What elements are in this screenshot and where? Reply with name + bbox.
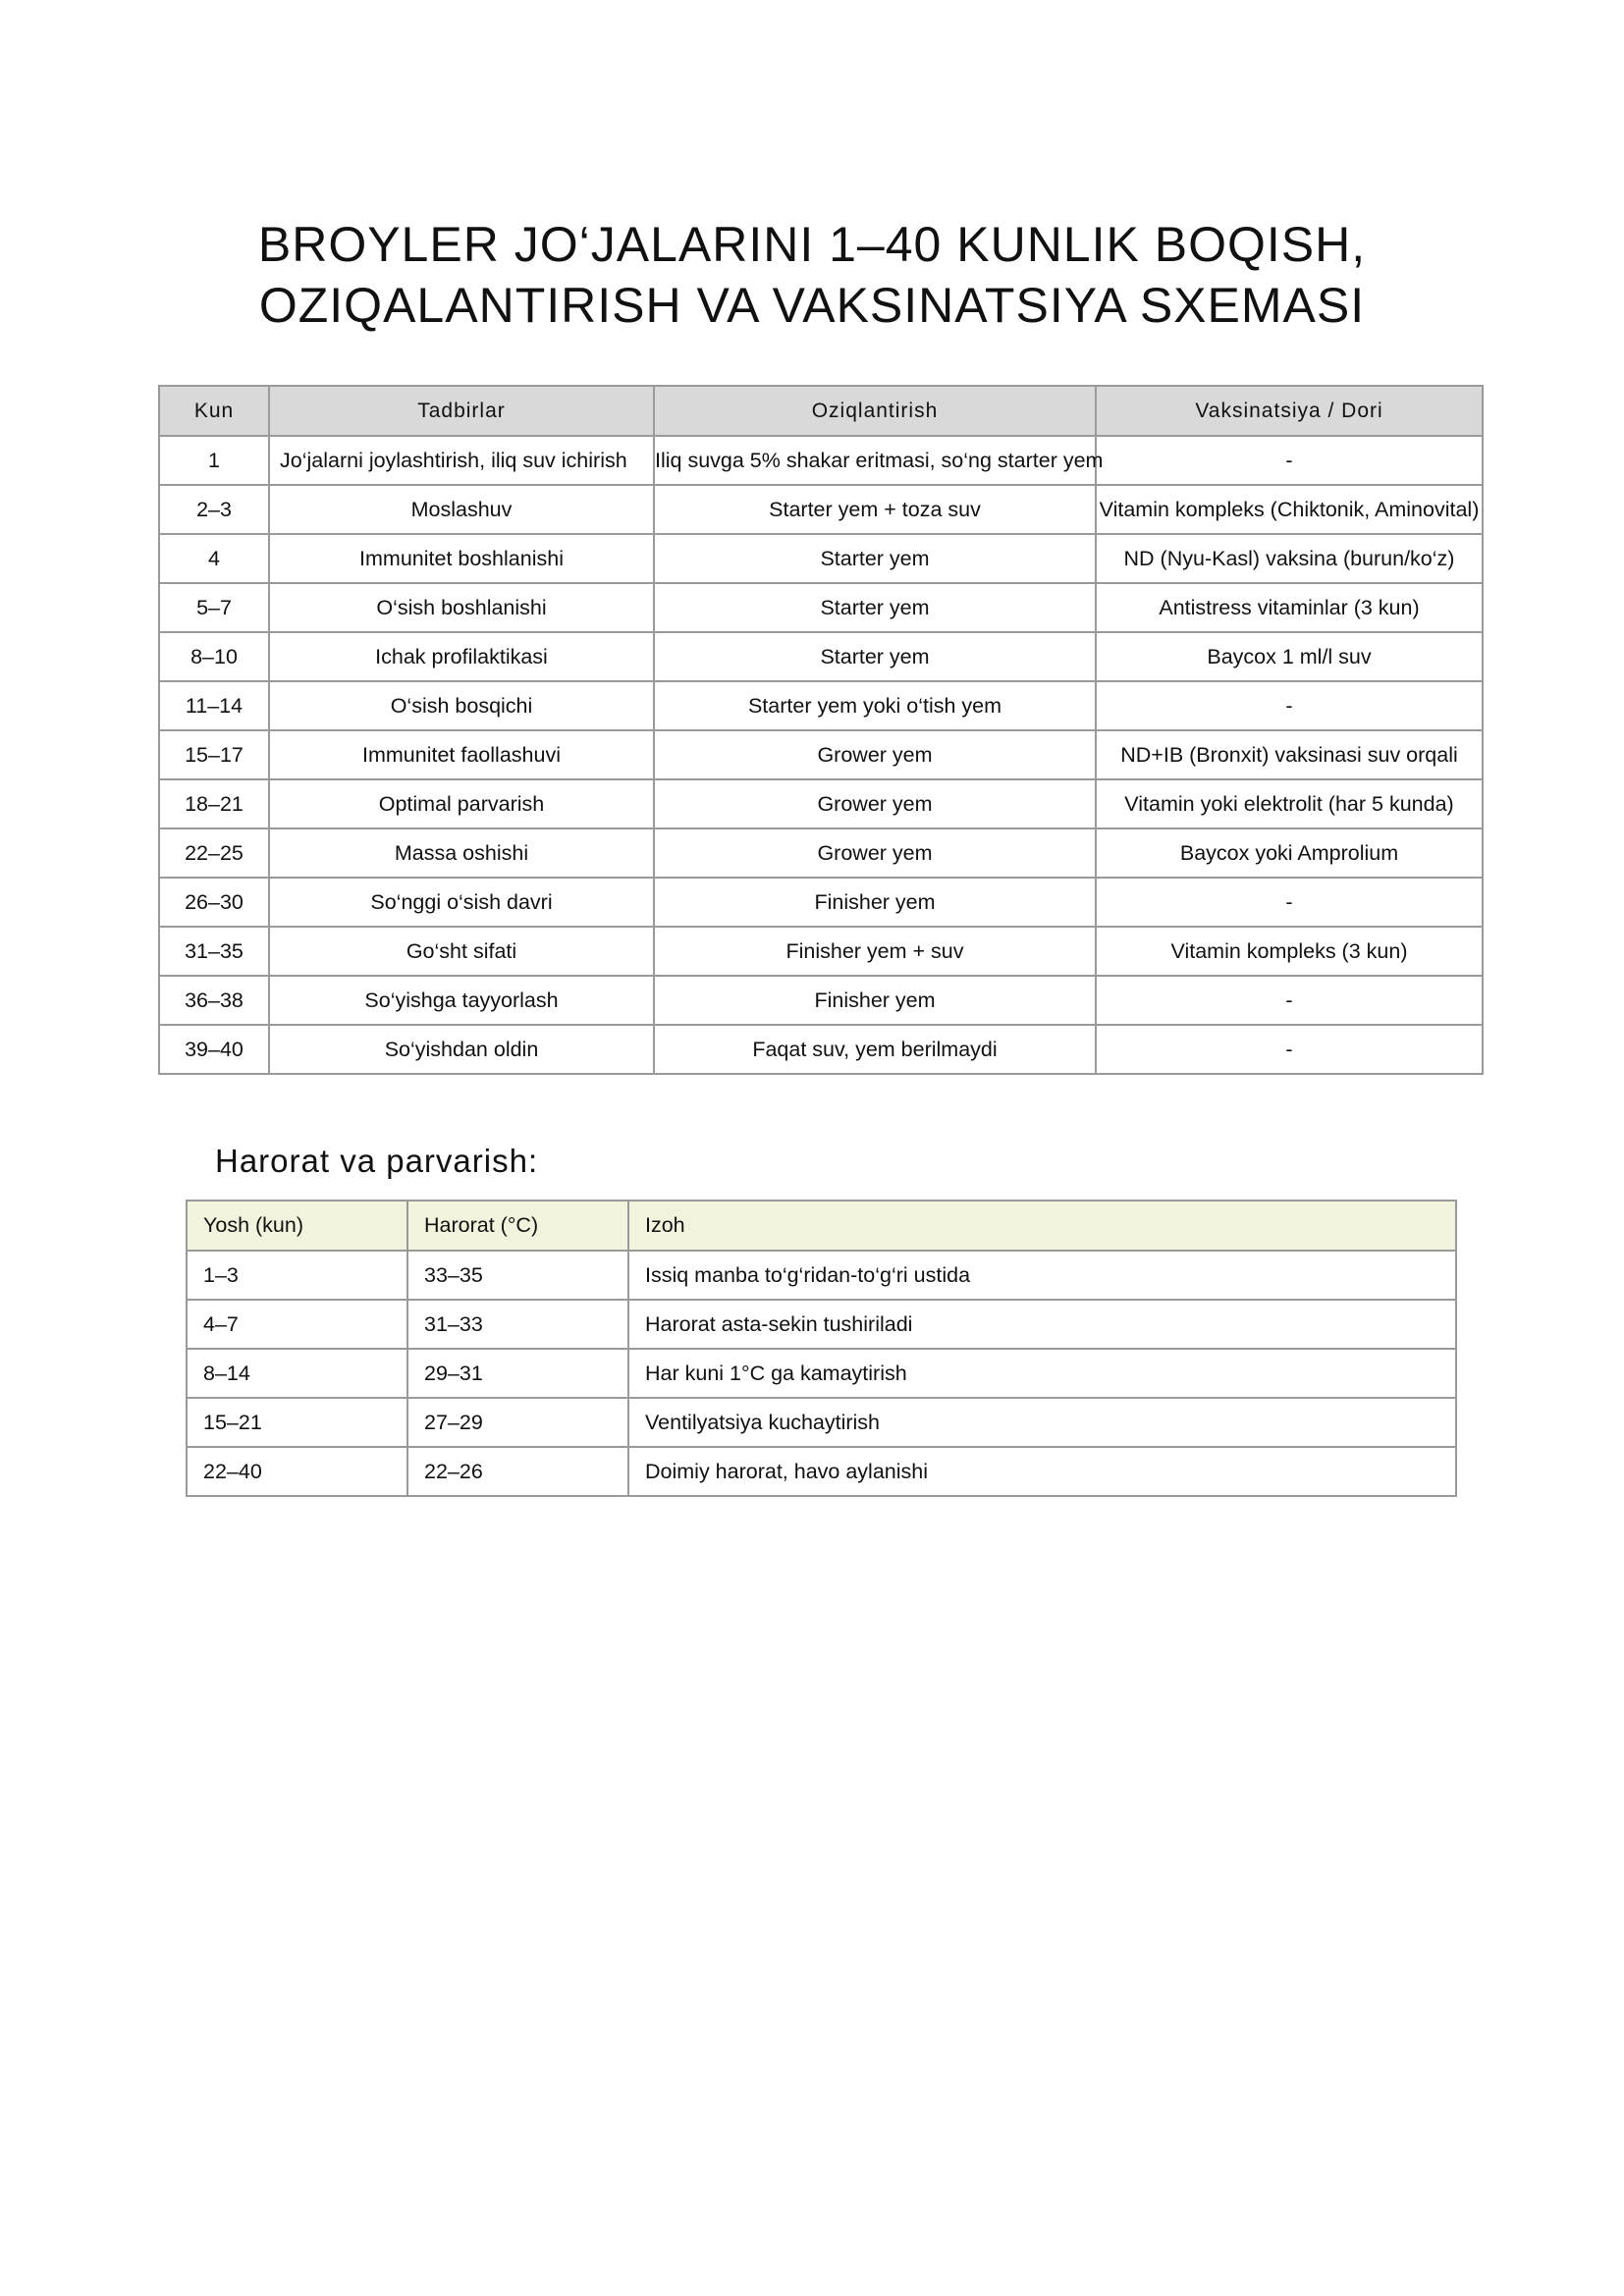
- table-row: [159, 878, 1483, 927]
- table-cell: Go‘sht sifati: [269, 927, 654, 976]
- table-cell: Grower yem: [654, 779, 1096, 828]
- table-cell: Harorat asta-sekin tushiriladi: [628, 1300, 1456, 1349]
- table-cell: 31–33: [407, 1300, 628, 1349]
- document-title: [0, 214, 1624, 336]
- table-cell: Har kuni 1°C ga kamaytirish: [628, 1349, 1456, 1398]
- table-cell: So‘yishdan oldin: [269, 1025, 654, 1074]
- table-row: [187, 1447, 1456, 1496]
- table-row: [159, 583, 1483, 632]
- table-row: [159, 1025, 1483, 1074]
- table-cell: Immunitet boshlanishi: [269, 534, 654, 583]
- table-cell: O‘sish boshlanishi: [269, 583, 654, 632]
- table-cell: 1–3: [187, 1251, 407, 1300]
- table-cell: Grower yem: [654, 730, 1096, 779]
- table-cell: 4: [159, 534, 269, 583]
- table-cell: -: [1096, 976, 1483, 1025]
- table-cell: 18–21: [159, 779, 269, 828]
- table-cell: Finisher yem: [654, 878, 1096, 927]
- table-cell: Starter yem: [654, 534, 1096, 583]
- table-row: [159, 632, 1483, 681]
- table-cell: Vitamin kompleks (3 kun): [1096, 927, 1483, 976]
- table-cell: 5–7: [159, 583, 269, 632]
- table-cell: O‘sish bosqichi: [269, 681, 654, 730]
- table-cell: Ichak profilaktikasi: [269, 632, 654, 681]
- table-cell: Starter yem + toza suv: [654, 485, 1096, 534]
- column-header-yosh: Yosh (kun): [187, 1201, 407, 1251]
- table-cell: Doimiy harorat, havo aylanishi: [628, 1447, 1456, 1496]
- column-header-vaksinatsiya: Vaksinatsiya / Dori: [1096, 386, 1483, 436]
- table-cell: 2–3: [159, 485, 269, 534]
- table-cell: 26–30: [159, 878, 269, 927]
- table-cell: Jo‘jalarni joylashtirish, iliq suv ichirish: [269, 436, 654, 485]
- table-header-row: [159, 386, 1483, 436]
- table-cell: 1: [159, 436, 269, 485]
- table-cell: Issiq manba to‘g‘ridan-to‘g‘ri ustida: [628, 1251, 1456, 1300]
- table-cell: 33–35: [407, 1251, 628, 1300]
- table-cell: 15–17: [159, 730, 269, 779]
- table-row: [159, 485, 1483, 534]
- table-cell: Vitamin kompleks (Chiktonik, Aminovital): [1096, 485, 1483, 534]
- table-row: [159, 681, 1483, 730]
- table-row: [187, 1349, 1456, 1398]
- table-cell: Moslashuv: [269, 485, 654, 534]
- table-row: [159, 976, 1483, 1025]
- table-cell: 4–7: [187, 1300, 407, 1349]
- table-cell: Starter yem: [654, 583, 1096, 632]
- table-cell: Optimal parvarish: [269, 779, 654, 828]
- column-header-izoh: Izoh: [628, 1201, 1456, 1251]
- table-cell: ND+IB (Bronxit) vaksinasi suv orqali: [1096, 730, 1483, 779]
- table-cell: 22–25: [159, 828, 269, 878]
- table-cell: Baycox 1 ml/l suv: [1096, 632, 1483, 681]
- table-cell: Ventilyatsiya kuchaytirish: [628, 1398, 1456, 1447]
- table-row: [159, 436, 1483, 485]
- table-cell: 29–31: [407, 1349, 628, 1398]
- section-heading-harorat: Harorat va parvarish:: [215, 1143, 539, 1179]
- table-cell: Grower yem: [654, 828, 1096, 878]
- table-cell: Immunitet faollashuvi: [269, 730, 654, 779]
- table-cell: ND (Nyu-Kasl) vaksina (burun/ko‘z): [1096, 534, 1483, 583]
- table-row: [159, 534, 1483, 583]
- table-cell: Antistress vitaminlar (3 kun): [1096, 583, 1483, 632]
- table-cell: Vitamin yoki elektrolit (har 5 kunda): [1096, 779, 1483, 828]
- table-row: [159, 828, 1483, 878]
- column-header-tadbirlar: Tadbirlar: [269, 386, 654, 436]
- column-header-kun: Kun: [159, 386, 269, 436]
- table-cell: So‘nggi o‘sish davri: [269, 878, 654, 927]
- table-cell: Finisher yem: [654, 976, 1096, 1025]
- table-cell: Iliq suvga 5% shakar eritmasi, so‘ng starter yem: [654, 436, 1096, 485]
- table-cell: 27–29: [407, 1398, 628, 1447]
- table-cell: 39–40: [159, 1025, 269, 1074]
- table-cell: Starter yem yoki o‘tish yem: [654, 681, 1096, 730]
- table-cell: So‘yishga tayyorlash: [269, 976, 654, 1025]
- table-cell: Finisher yem + suv: [654, 927, 1096, 976]
- table-row: [159, 779, 1483, 828]
- column-header-harorat: Harorat (°C): [407, 1201, 628, 1251]
- table-cell: -: [1096, 681, 1483, 730]
- table-cell: -: [1096, 878, 1483, 927]
- table-cell: 11–14: [159, 681, 269, 730]
- table-cell: 22–26: [407, 1447, 628, 1496]
- table-cell: Starter yem: [654, 632, 1096, 681]
- table-row: [187, 1251, 1456, 1300]
- table-cell: Massa oshishi: [269, 828, 654, 878]
- table-header-row: [187, 1201, 1456, 1251]
- table-cell: 8–14: [187, 1349, 407, 1398]
- table-row: [159, 927, 1483, 976]
- table-body: [159, 436, 1483, 1074]
- table-cell: 22–40: [187, 1447, 407, 1496]
- table-row: [187, 1398, 1456, 1447]
- table-cell: 31–35: [159, 927, 269, 976]
- table-cell: 36–38: [159, 976, 269, 1025]
- table-cell: Faqat suv, yem berilmaydi: [654, 1025, 1096, 1074]
- column-header-oziqlantirish: Oziqlantirish: [654, 386, 1096, 436]
- temperature-table: [186, 1200, 1457, 1497]
- document-title-line-2: OZIQALANTIRISH VA VAKSINATSIYA SXEMASI: [258, 278, 1366, 333]
- table-body: [187, 1251, 1456, 1496]
- table-row: [159, 730, 1483, 779]
- table-row: [187, 1300, 1456, 1349]
- feeding-vaccination-table: [158, 385, 1484, 1075]
- document-title-line-1: BROYLER JO‘JALARINI 1–40 KUNLIK BOQISH,: [257, 217, 1367, 272]
- table-cell: 15–21: [187, 1398, 407, 1447]
- table-cell: -: [1096, 436, 1483, 485]
- table-cell: 8–10: [159, 632, 269, 681]
- table-cell: -: [1096, 1025, 1483, 1074]
- table-cell: Baycox yoki Amprolium: [1096, 828, 1483, 878]
